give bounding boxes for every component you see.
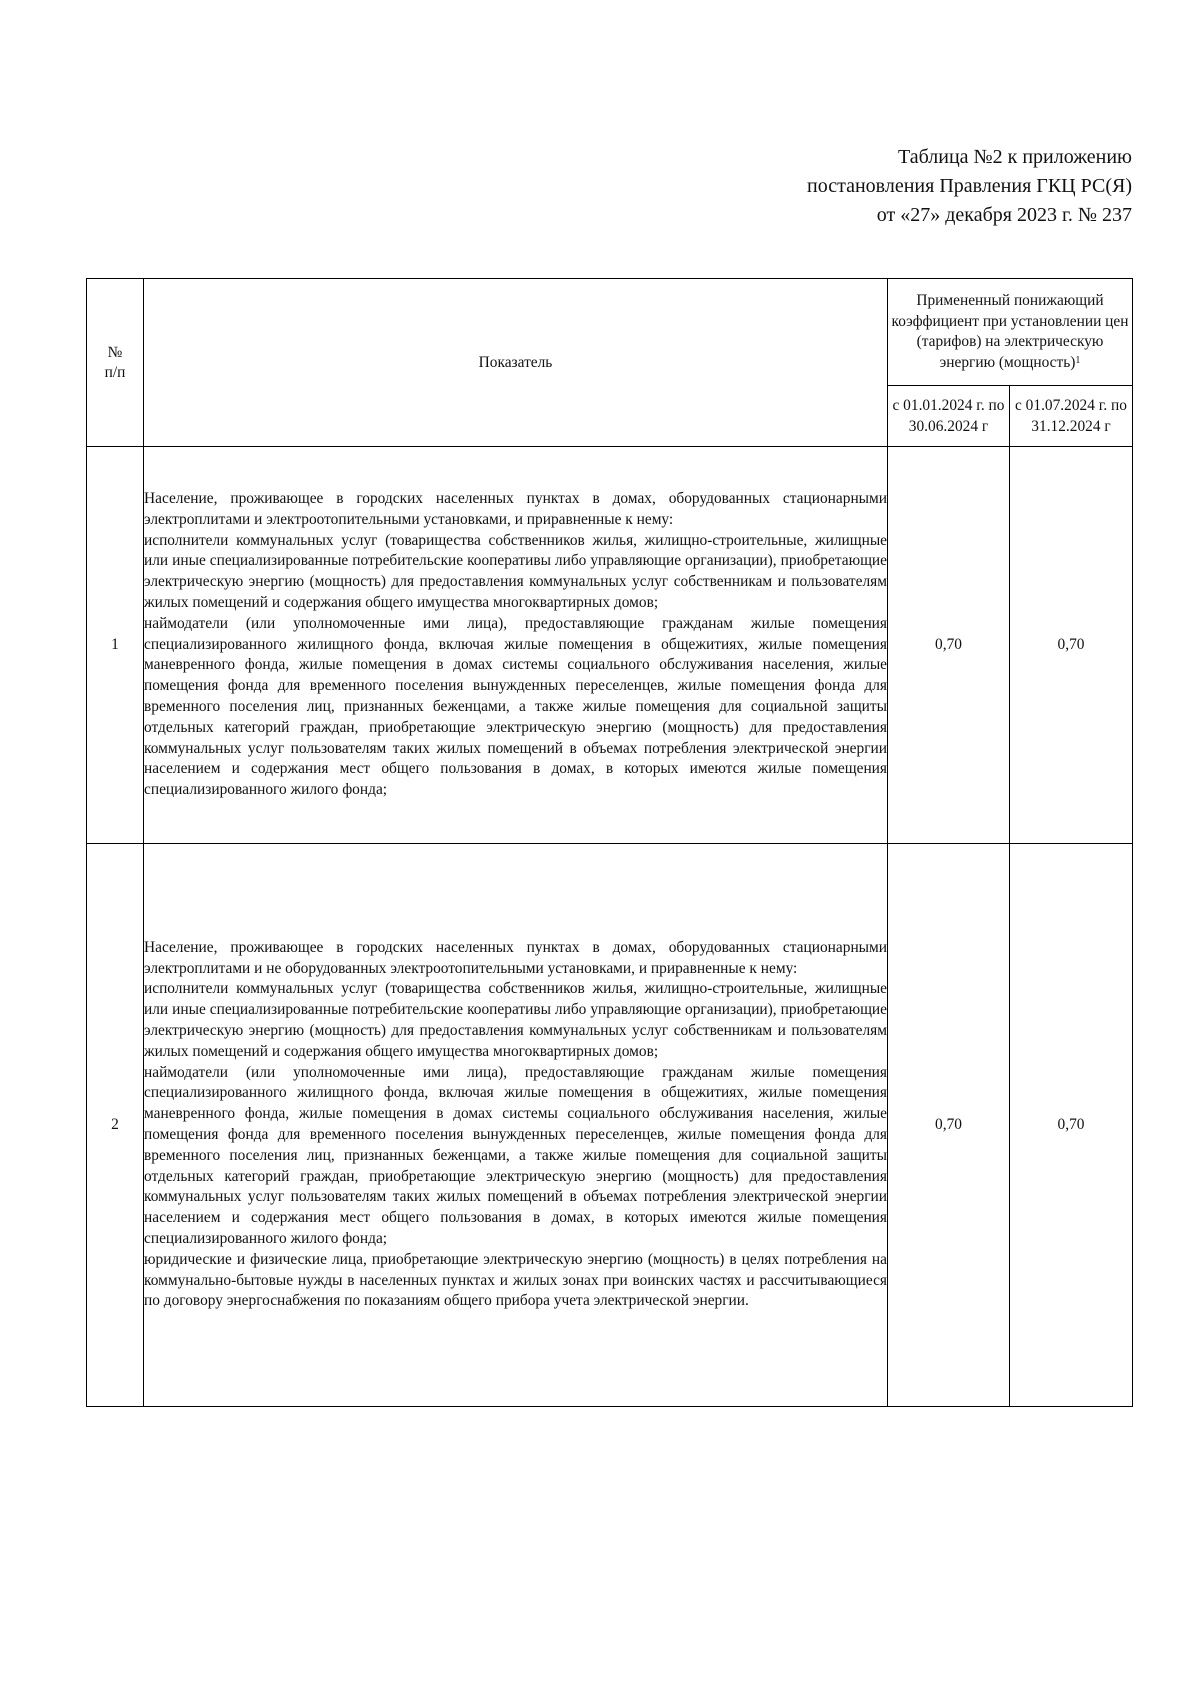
col-indicator-label: Показатель: [478, 353, 553, 371]
table-row: [87, 844, 1133, 1407]
indicator-paragraph: Население, проживающее в городских населенных пунктах в домах, оборудованных стационарными электроплитами и электроотопительными установками, и приравненные к нему:: [144, 490, 887, 528]
footnote-mark: 1: [1075, 354, 1081, 366]
indicator-paragraph: юридические и физические лица, приобретающие электрическую энергию (мощность) в целях потребления на коммунально-бытовые нужды в населенных пунктах и жилых зонах при воинских частях и рассчитывающиеся по договору энергоснабжения по показаниям общего прибора учета электрической энергии.: [144, 1250, 887, 1310]
row-value-period-1: 0,70: [888, 447, 1010, 844]
row-indicator-text: [144, 447, 888, 844]
table-header-row: [87, 279, 1133, 386]
period-1-header: с 01.01.2024 г. по 30.06.2024 г: [888, 386, 1010, 447]
row-value-period-2: 0,70: [1010, 447, 1133, 844]
indicator-paragraph: Население, проживающее в городских населенных пунктах в домах, оборудованных стационарными электроплитами и не оборудованных электроотопительными установками, и приравненные к нему:: [144, 938, 887, 977]
header-line-1: Таблица №2 к приложению: [897, 146, 1132, 168]
row-number: 2: [87, 844, 144, 1407]
col-number-header: [87, 279, 144, 447]
document-header: [807, 143, 1132, 230]
row-number: 1: [87, 447, 144, 844]
period-2-header: с 01.07.2024 г. по 31.12.2024 г: [1010, 386, 1133, 447]
indicator-paragraph: наймодатели (или уполномоченные ими лица), предоставляющие гражданам жилые помещения специализированного жилищного фонда, включая жилые помещения в общежитиях, жилые помещения маневренного фонда, жилые помещения в домах системы социального обслуживания населения, жилые помещения фонда для временного поселения вынужденных переселенцев, жилые помещения фонда для временного поселения лиц, признанных беженцами, а также жилые помещения для социальной защиты отдельных категорий граждан, приобретающие электрическую энергию (мощность) для предоставления коммунальных услуг пользователям таких жилых помещений в объемах потребления электрической энергии населением и содержания мест общего пользования в домах, в которых имеются жилые помещения специализированного жилого фонда;: [144, 614, 887, 799]
row-value-period-1: 0,70: [888, 844, 1010, 1407]
col-coefficient-header: [888, 279, 1133, 386]
coefficients-table: [86, 278, 1133, 1407]
row-value-period-2: 0,70: [1010, 844, 1133, 1407]
col-number-line1: №: [107, 343, 123, 361]
col-coefficient-label: Примененный понижающий коэффициент при установлении цен (тарифов) на электрическую энергию (мощность): [891, 292, 1129, 371]
table-row: [87, 447, 1133, 844]
header-line-3: от «27» декабря 2023 г. № 237: [876, 204, 1132, 226]
row-indicator-text: [144, 844, 888, 1407]
indicator-paragraph: исполнители коммунальных услуг (товарищества собственников жилья, жилищно-строительные, жилищные или иные специализированные потребительские кооперативы либо управляющие организации), приобретающие электрическую энергию (мощность) для предоставления коммунальных услуг собственникам и пользователям жилых помещений и содержания общего имущества многоквартирных домов;: [144, 980, 887, 1060]
indicator-paragraph: наймодатели (или уполномоченные ими лица), предоставляющие гражданам жилые помещения специализированного жилищного фонда, включая жилые помещения в общежитиях, жилые помещения маневренного фонда, жилые помещения в домах системы социального обслуживания населения, жилые помещения фонда для временного поселения вынужденных переселенцев, жилые помещения фонда для временного поселения лиц, признанных беженцами, а также жилые помещения для социальной защиты отдельных категорий граждан, приобретающие электрическую энергию (мощность) для предоставления коммунальных услуг пользователям таких жилых помещений в объемах потребления электрической энергии населением и содержания мест общего пользования в домах, в которых имеются жилые помещения специализированного жилого фонда;: [144, 1063, 887, 1247]
indicator-paragraph: исполнители коммунальных услуг (товарищества собственников жилья, жилищно-строительные, жилищные или иные специализированные потребительские кооперативы либо управляющие организации), приобретающие электрическую энергию (мощность) для предоставления коммунальных услуг собственникам и пользователям жилых помещений и содержания общего имущества многоквартирных домов;: [144, 531, 887, 611]
col-number-line2: п/п: [104, 363, 126, 381]
header-line-2: постановления Правления ГКЦ РС(Я): [807, 175, 1132, 197]
col-indicator-header: [144, 279, 888, 447]
